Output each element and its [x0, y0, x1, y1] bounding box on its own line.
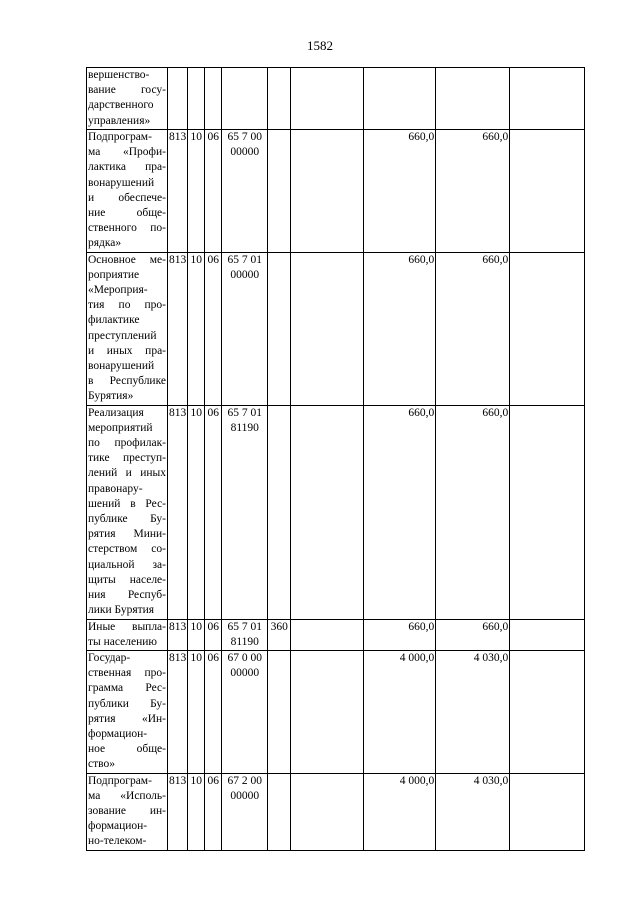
rz-cell: 10 [188, 650, 205, 773]
row-name-line: вонарушений [88, 360, 155, 373]
vr-cell: 360 [268, 619, 291, 650]
amount-cell-2: 660,0 [364, 252, 436, 405]
row-name-line: Основное ме- [88, 253, 166, 266]
table-body [87, 68, 585, 851]
ved-cell: 813 [168, 773, 188, 850]
rz-cell: 10 [188, 130, 205, 253]
row-name-line: ственная про- [88, 667, 166, 680]
row-name-line: шений в Рес- [88, 497, 166, 510]
budget-table [86, 67, 585, 851]
csr-line: 00000 [230, 667, 260, 680]
amount-cell-4 [510, 773, 585, 850]
row-name-line: и обеспече- [88, 191, 166, 204]
csr-line: 67 0 00 [227, 651, 262, 664]
row-name-line: публике Бу- [88, 513, 166, 526]
amount-cell-3: 660,0 [436, 130, 510, 253]
row-name-line: филактике [88, 314, 140, 327]
page-number: 1582 [307, 38, 333, 53]
row-name-cell [87, 405, 168, 619]
amount-cell-1 [291, 130, 364, 253]
ved-cell [168, 68, 188, 130]
amount-cell-4 [510, 405, 585, 619]
row-name-line: ственного по- [88, 222, 166, 235]
row-name-line: но-телеком- [88, 835, 147, 848]
amount-cell-1 [291, 650, 364, 773]
amount-cell-3: 660,0 [436, 619, 510, 650]
amount-cell-2: 660,0 [364, 405, 436, 619]
ved-cell: 813 [168, 405, 188, 619]
row-name-line: по профилак- [88, 437, 166, 450]
row-name-line: вершенство- [88, 69, 150, 81]
row-name-line: стерством со- [88, 543, 166, 556]
pr-cell: 06 [205, 130, 222, 253]
row-name-line: тия по про- [88, 299, 166, 312]
row-name-line: формацион- [88, 727, 148, 740]
amount-cell-1 [291, 68, 364, 130]
amount-cell-4 [510, 68, 585, 130]
row-name-cell [87, 252, 168, 405]
row-name-line: мероприятий [88, 421, 153, 434]
csr-line: 65 7 01 [227, 620, 262, 633]
pr-cell: 06 [205, 252, 222, 405]
amount-cell-2: 4 000,0 [364, 650, 436, 773]
row-name-line: Бурятия» [88, 390, 134, 403]
vr-cell [268, 773, 291, 850]
row-name-line: управления» [88, 114, 151, 127]
amount-cell-2 [364, 68, 436, 130]
csr-line: 81190 [230, 635, 259, 648]
row-name-line: ма «Профи- [88, 146, 166, 159]
row-name-line: рятия Мини- [88, 528, 166, 541]
row-name-line: циальной за- [88, 558, 166, 571]
csr-line: 00000 [230, 789, 260, 802]
row-name-line: ния Респуб- [88, 589, 166, 602]
row-name-line: вание госу- [88, 84, 166, 97]
row-name-cell [87, 68, 168, 130]
amount-cell-4 [510, 650, 585, 773]
table-row [87, 68, 585, 130]
rz-cell [188, 68, 205, 130]
vr-cell [268, 405, 291, 619]
row-name-line: дарственного [88, 99, 154, 112]
row-name-line: рядка» [88, 237, 122, 250]
ved-cell: 813 [168, 619, 188, 650]
row-name-line: и иных пра- [88, 344, 166, 357]
amount-cell-1 [291, 773, 364, 850]
row-name-line: Государ- [88, 651, 131, 664]
row-name-line: вонарушений [88, 176, 155, 189]
row-name-line: Подпрограм- [88, 131, 152, 143]
amount-cell-2: 660,0 [364, 130, 436, 253]
amount-cell-4 [510, 619, 585, 650]
csr-cell [222, 252, 268, 405]
rz-cell: 10 [188, 405, 205, 619]
table-row [87, 130, 585, 253]
row-name-line: публики Бу- [88, 697, 166, 710]
csr-line: 67 2 00 [227, 774, 262, 787]
row-name-line: лактика пра- [88, 161, 166, 174]
row-name-line: тике преступ- [88, 452, 166, 465]
csr-cell [222, 130, 268, 253]
row-name-line: правонару- [88, 482, 143, 495]
amount-cell-1 [291, 252, 364, 405]
row-name-line: грамма Рес- [88, 682, 166, 695]
row-name-line: лики Бурятия [88, 604, 155, 617]
vr-cell [268, 130, 291, 253]
rz-cell: 10 [188, 773, 205, 850]
csr-cell [222, 650, 268, 773]
row-name-line: преступлений [88, 329, 157, 342]
amount-cell-3 [436, 68, 510, 130]
csr-line: 65 7 01 [227, 253, 262, 266]
ved-cell: 813 [168, 252, 188, 405]
table-row [87, 773, 585, 850]
pr-cell: 06 [205, 773, 222, 850]
pr-cell: 06 [205, 405, 222, 619]
amount-cell-4 [510, 130, 585, 253]
csr-cell [222, 773, 268, 850]
row-name-line: ма «Исполь- [88, 789, 166, 802]
vr-cell [268, 252, 291, 405]
row-name-line: лений и иных [88, 467, 166, 480]
row-name-line: зование ин- [88, 804, 166, 817]
row-name-line: Реализация [88, 406, 144, 419]
row-name-line: в Республике [88, 375, 166, 388]
row-name-cell [87, 619, 168, 650]
rz-cell: 10 [188, 619, 205, 650]
pr-cell: 06 [205, 619, 222, 650]
amount-cell-3: 4 030,0 [436, 773, 510, 850]
row-name-cell [87, 773, 168, 850]
amount-cell-3: 660,0 [436, 252, 510, 405]
pr-cell [205, 68, 222, 130]
csr-cell [222, 405, 268, 619]
amount-cell-1 [291, 405, 364, 619]
row-name-line: ты населению [88, 635, 157, 648]
csr-line: 65 7 01 [227, 406, 262, 419]
row-name-line: Подпрограм- [88, 774, 152, 787]
csr-cell [222, 68, 268, 130]
vr-cell [268, 68, 291, 130]
amount-cell-4 [510, 252, 585, 405]
row-name-line: ство» [88, 758, 115, 771]
amount-cell-3: 660,0 [436, 405, 510, 619]
pr-cell: 06 [205, 650, 222, 773]
table-row [87, 650, 585, 773]
csr-line: 00000 [230, 268, 260, 281]
table-row [87, 252, 585, 405]
row-name-line: рятия «Ин- [88, 712, 166, 725]
csr-line: 00000 [230, 146, 260, 159]
row-name-line: «Мероприя- [88, 284, 148, 297]
row-name-line: роприятие [88, 268, 140, 281]
amount-cell-2: 4 000,0 [364, 773, 436, 850]
row-name-cell [87, 650, 168, 773]
amount-cell-1 [291, 619, 364, 650]
vr-cell [268, 650, 291, 773]
table-row [87, 405, 585, 619]
row-name-line: ние обще- [88, 207, 166, 220]
rz-cell: 10 [188, 252, 205, 405]
row-name-cell [87, 130, 168, 253]
csr-line: 65 7 00 [227, 131, 262, 143]
ved-cell: 813 [168, 130, 188, 253]
row-name-line: щиты населе- [88, 573, 166, 586]
csr-line: 81190 [230, 421, 259, 434]
row-name-line: формацион- [88, 820, 148, 833]
amount-cell-3: 4 030,0 [436, 650, 510, 773]
amount-cell-2: 660,0 [364, 619, 436, 650]
csr-cell [222, 619, 268, 650]
row-name-line: ное обще- [88, 743, 166, 756]
table-row [87, 619, 585, 650]
row-name-line: Иные выпла- [88, 620, 166, 633]
ved-cell: 813 [168, 650, 188, 773]
